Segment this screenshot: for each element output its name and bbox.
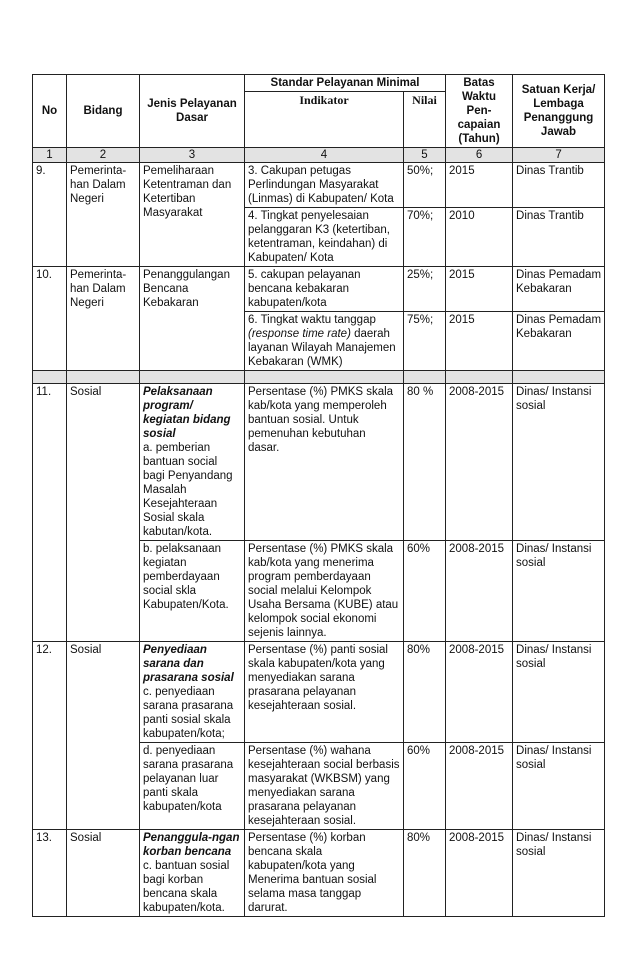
row-no: 11.: [33, 384, 67, 642]
jenis-text: c. bantuan sosial bagi korban bencana skala kabupaten/kota.: [143, 860, 230, 914]
row-nilai: 60%: [404, 743, 446, 830]
table-row: [33, 267, 605, 312]
row-satuan: Dinas/ Instansi sosial: [513, 384, 605, 541]
jenis-title: Pelaksanaan program/ kegiatan bidang sosial: [143, 386, 231, 440]
header-jenis: Jenis Pelayanan Dasar: [140, 75, 245, 148]
row-satuan: Dinas/ Instansi sosial: [513, 541, 605, 642]
row-satuan: Dinas Pemadam Kebakaran: [513, 267, 605, 312]
row-indikator: 5. cakupan pelayanan bencana kebakaran kabupaten/kota: [245, 267, 404, 312]
table-row: [33, 642, 605, 743]
row-tahun: 2015: [446, 312, 513, 371]
row-nilai: 50%;: [404, 163, 446, 208]
row-nilai: 80%: [404, 642, 446, 743]
row-indikator: Persentase (%) wahana kesejahteraan social berbasis masyarakat (WKBSM) yang menyediakan sarana prasarana pelayanan kesejahteraan sosial.: [245, 743, 404, 830]
row-indikator: Persentase (%) PMKS skala kab/kota yang memperoleh bantuan sosial. Untuk pemenuhan kebutuhan dasar.: [245, 384, 404, 541]
separator-row: [33, 371, 605, 384]
row-satuan: Dinas/ Instansi sosial: [513, 830, 605, 917]
col-number: 1: [33, 148, 67, 163]
header-bidang: Bidang: [67, 75, 140, 148]
row-tahun: 2008-2015: [446, 830, 513, 917]
row-no: 13.: [33, 830, 67, 917]
row-satuan: Dinas Trantib: [513, 208, 605, 267]
row-bidang: Sosial: [67, 384, 140, 642]
row-satuan: Dinas/ Instansi sosial: [513, 642, 605, 743]
col-number: 3: [140, 148, 245, 163]
col-number: 7: [513, 148, 605, 163]
table-row: [33, 830, 605, 917]
row-no: 9.: [33, 163, 67, 267]
row-jenis: [140, 642, 245, 743]
header-batas-waktu: Batas Waktu Pen-capaian (Tahun): [446, 75, 513, 148]
spm-table: [32, 74, 605, 917]
jenis-text: a. pemberian bantuan social bagi Penyandang Masalah Kesejahteraan Sosial skala kabutan/kota.: [143, 442, 233, 538]
row-jenis: Pemeliharaan Ketentraman dan Ketertiban Masyarakat: [140, 163, 245, 267]
row-tahun: 2008-2015: [446, 743, 513, 830]
row-nilai: 75%;: [404, 312, 446, 371]
row-bidang: Pemerinta-han Dalam Negeri: [67, 267, 140, 371]
row-bidang: Pemerinta-han Dalam Negeri: [67, 163, 140, 267]
row-jenis: [140, 830, 245, 917]
row-tahun: 2015: [446, 163, 513, 208]
row-tahun: 2008-2015: [446, 384, 513, 541]
indikator-text: 6. Tingkat waktu tanggap: [248, 314, 376, 326]
col-number: 6: [446, 148, 513, 163]
row-tahun: 2008-2015: [446, 541, 513, 642]
column-number-row: [33, 148, 605, 163]
row-no: 10.: [33, 267, 67, 371]
header-satuan-kerja: Satuan Kerja/ Lembaga Penanggung Jawab: [513, 75, 605, 148]
row-nilai: 70%;: [404, 208, 446, 267]
jenis-title: Penyediaan sarana dan prasarana sosial: [143, 644, 234, 684]
row-jenis: d. penyediaan sarana prasarana pelayanan luar panti skala kabupaten/kota: [140, 743, 245, 830]
row-tahun: 2015: [446, 267, 513, 312]
row-jenis: b. pelaksanaan kegiatan pemberdayaan social skla Kabupaten/Kota.: [140, 541, 245, 642]
row-indikator: Persentase (%) panti sosial skala kabupaten/kota yang menyediakan sarana prasarana pelayanan kesejahteraan sosial.: [245, 642, 404, 743]
row-satuan: Dinas/ Instansi sosial: [513, 743, 605, 830]
row-satuan: Dinas Trantib: [513, 163, 605, 208]
header-row-1: [33, 75, 605, 92]
row-jenis: Penanggulangan Bencana Kebakaran: [140, 267, 245, 371]
row-bidang: Sosial: [67, 830, 140, 917]
row-tahun: 2008-2015: [446, 642, 513, 743]
row-indikator: [245, 312, 404, 371]
col-number: 5: [404, 148, 446, 163]
header-nilai: Nilai: [404, 92, 446, 148]
row-nilai: 80%: [404, 830, 446, 917]
row-indikator: Persentase (%) korban bencana skala kabupaten/kota yang Menerima bantuan sosial selama masa tanggap darurat.: [245, 830, 404, 917]
table-row: [33, 384, 605, 541]
row-satuan: Dinas Pemadam Kebakaran: [513, 312, 605, 371]
row-nilai: 80 %: [404, 384, 446, 541]
row-indikator: 4. Tingkat penyelesaian pelanggaran K3 (ketertiban, ketentraman, keindahan) di Kabupaten/ Kota: [245, 208, 404, 267]
jenis-title: Penanggula-ngan korban bencana: [143, 832, 240, 858]
header-spm: Standar Pelayanan Minimal: [245, 75, 446, 92]
row-no: 12.: [33, 642, 67, 830]
indikator-text: daerah layanan Wilayah Manajemen Kebakaran (WMK): [248, 328, 396, 368]
jenis-text: c. penyediaan sarana prasarana panti sosial skala kabupaten/kota;: [143, 686, 234, 740]
row-nilai: 60%: [404, 541, 446, 642]
col-number: 4: [245, 148, 404, 163]
indikator-italic: (response time rate): [248, 328, 351, 340]
row-tahun: 2010: [446, 208, 513, 267]
row-indikator: 3. Cakupan petugas Perlindungan Masyarakat (Linmas) di Kabupaten/ Kota: [245, 163, 404, 208]
row-nilai: 25%;: [404, 267, 446, 312]
header-no: No: [33, 75, 67, 148]
row-jenis: [140, 384, 245, 541]
row-bidang: Sosial: [67, 642, 140, 830]
row-indikator: Persentase (%) PMKS skala kab/kota yang menerima program pemberdayaan social melalui Kelompok Usaha Bersama (KUBE) atau kelompok social ekonomi sejenis lainnya.: [245, 541, 404, 642]
header-indikator: Indikator: [245, 92, 404, 148]
col-number: 2: [67, 148, 140, 163]
table-row: [33, 163, 605, 208]
